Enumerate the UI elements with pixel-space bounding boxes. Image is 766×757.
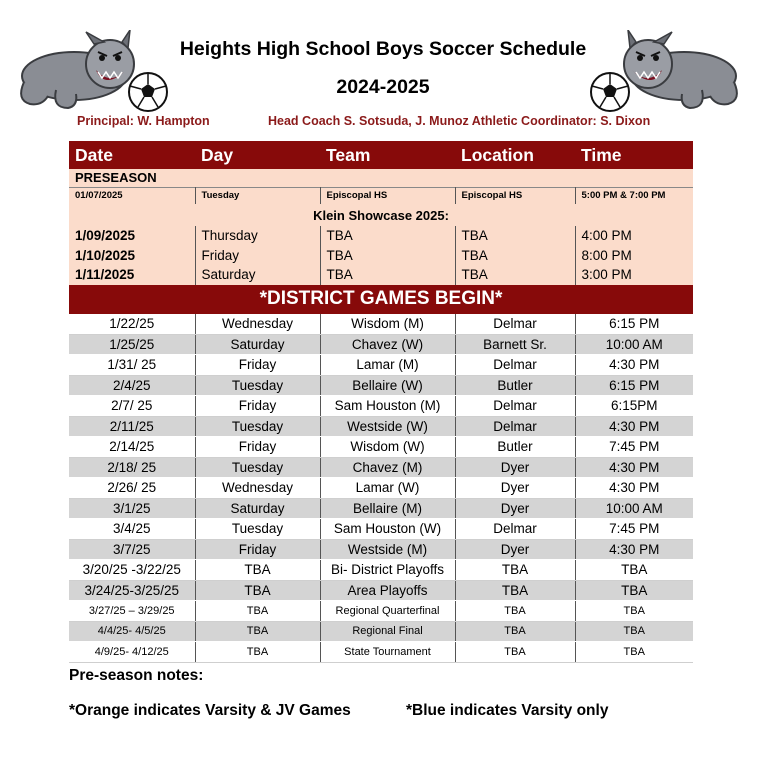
cell-team: TBA [320, 246, 455, 266]
cell-location: TBA [455, 226, 575, 246]
table-row [69, 375, 693, 396]
cell-team: Wisdom (M) [320, 314, 455, 335]
cell-team: Lamar (M) [320, 355, 455, 376]
table-row [69, 355, 693, 376]
cell-day: Tuesday [195, 519, 320, 540]
cell-date: 1/22/25 [69, 314, 195, 335]
cell-time: 10:00 AM [575, 334, 693, 355]
cell-location: Delmar [455, 355, 575, 376]
cell-time: 3:00 PM [575, 265, 693, 285]
cell-day: Saturday [195, 265, 320, 285]
cell-location: TBA [455, 246, 575, 266]
preseason-label: PRESEASON [69, 169, 693, 187]
cell-location: Episcopal HS [455, 187, 575, 204]
cell-team: Area Playoffs [320, 580, 455, 601]
table-row [69, 519, 693, 540]
cell-date: 1/11/2025 [69, 265, 195, 285]
cell-date: 2/11/25 [69, 416, 195, 437]
cell-day: TBA [195, 642, 320, 663]
showcase-row [69, 246, 693, 266]
cell-day: Tuesday [195, 416, 320, 437]
cell-time: 6:15 PM [575, 375, 693, 396]
cell-day: Friday [195, 396, 320, 417]
preseason-section-row [69, 169, 693, 187]
cell-location: Dyer [455, 457, 575, 478]
table-row [69, 314, 693, 335]
showcase-row [69, 226, 693, 246]
cell-date: 1/09/2025 [69, 226, 195, 246]
showcase-title-row [69, 204, 693, 226]
cell-team: Chavez (W) [320, 334, 455, 355]
table-row [69, 478, 693, 499]
cell-date: 1/25/25 [69, 334, 195, 355]
cell-day: Friday [195, 355, 320, 376]
cell-day: Friday [195, 539, 320, 560]
cell-location: Barnett Sr. [455, 334, 575, 355]
cell-location: TBA [455, 621, 575, 642]
cell-date: 1/10/2025 [69, 246, 195, 266]
cell-team: Regional Quarterfinal [320, 601, 455, 622]
district-banner-row [69, 285, 693, 314]
cell-date: 4/9/25- 4/12/25 [69, 642, 195, 663]
cell-time: 7:45 PM [575, 437, 693, 458]
cell-day: Tuesday [195, 187, 320, 204]
cell-location: Butler [455, 437, 575, 458]
cell-team: Bellaire (W) [320, 375, 455, 396]
cell-team: TBA [320, 265, 455, 285]
preseason-row [69, 187, 693, 204]
table-header-row [69, 141, 693, 169]
column-header-location: Location [455, 141, 575, 169]
cell-team: TBA [320, 226, 455, 246]
cell-team: Westside (M) [320, 539, 455, 560]
cell-time: 4:30 PM [575, 355, 693, 376]
cell-location: TBA [455, 642, 575, 663]
cell-day: Thursday [195, 226, 320, 246]
cell-date: 01/07/2025 [69, 187, 195, 204]
note-orange: *Orange indicates Varsity & JV Games [69, 702, 351, 719]
cell-day: Friday [195, 437, 320, 458]
cell-day: TBA [195, 601, 320, 622]
table-row [69, 560, 693, 581]
cell-time: 4:00 PM [575, 226, 693, 246]
cell-time: 5:00 PM & 7:00 PM [575, 187, 693, 204]
cell-time: 4:30 PM [575, 457, 693, 478]
table-row [69, 642, 693, 663]
note-blue: *Blue indicates Varsity only [406, 702, 609, 719]
cell-location: TBA [455, 265, 575, 285]
cell-location: Delmar [455, 396, 575, 417]
cell-time: 4:30 PM [575, 539, 693, 560]
cell-time: 10:00 AM [575, 498, 693, 519]
cell-date: 3/24/25-3/25/25 [69, 580, 195, 601]
table-row [69, 539, 693, 560]
cell-day: TBA [195, 560, 320, 581]
cell-team: State Tournament [320, 642, 455, 663]
cell-day: TBA [195, 621, 320, 642]
season-label: 2024-2025 [336, 76, 430, 98]
coaches-label: Head Coach S. Sotsuda, J. Munoz Athletic Coordinator: S. Dixon [268, 114, 651, 128]
cell-time: 8:00 PM [575, 246, 693, 266]
cell-day: TBA [195, 580, 320, 601]
cell-day: Tuesday [195, 457, 320, 478]
cell-location: Dyer [455, 498, 575, 519]
cell-date: 4/4/25- 4/5/25 [69, 621, 195, 642]
cell-team: Bellaire (M) [320, 498, 455, 519]
cell-time: 4:30 PM [575, 416, 693, 437]
cell-day: Friday [195, 246, 320, 266]
principal-label: Principal: W. Hampton [77, 114, 210, 128]
cell-date: 2/18/ 25 [69, 457, 195, 478]
page-title: Heights High School Boys Soccer Schedule [179, 38, 587, 60]
table-row [69, 396, 693, 417]
cell-team: Westside (W) [320, 416, 455, 437]
cell-time: TBA [575, 642, 693, 663]
cell-day: Saturday [195, 334, 320, 355]
table-row [69, 334, 693, 355]
cell-location: Dyer [455, 539, 575, 560]
cell-location: Delmar [455, 314, 575, 335]
cell-location: TBA [455, 560, 575, 581]
cell-team: Sam Houston (M) [320, 396, 455, 417]
cell-location: Delmar [455, 519, 575, 540]
cell-day: Wednesday [195, 478, 320, 499]
table-row [69, 457, 693, 478]
cell-date: 2/7/ 25 [69, 396, 195, 417]
schedule-table [69, 141, 693, 663]
cell-location: Dyer [455, 478, 575, 499]
cell-team: Bi- District Playoffs [320, 560, 455, 581]
table-row [69, 621, 693, 642]
table-row [69, 580, 693, 601]
cell-team: Wisdom (W) [320, 437, 455, 458]
cell-day: Wednesday [195, 314, 320, 335]
cell-time: 6:15PM [575, 396, 693, 417]
cell-date: 3/7/25 [69, 539, 195, 560]
notes-title: Pre-season notes: [69, 667, 204, 684]
table-row [69, 437, 693, 458]
cell-team: Chavez (M) [320, 457, 455, 478]
cell-day: Tuesday [195, 375, 320, 396]
cell-date: 3/27/25 – 3/29/25 [69, 601, 195, 622]
cell-time: TBA [575, 560, 693, 581]
cell-time: 6:15 PM [575, 314, 693, 335]
column-header-day: Day [195, 141, 320, 169]
showcase-row [69, 265, 693, 285]
column-header-date: Date [69, 141, 195, 169]
column-header-team: Team [320, 141, 455, 169]
cell-time: TBA [575, 621, 693, 642]
cell-time: 4:30 PM [575, 478, 693, 499]
column-header-time: Time [575, 141, 693, 169]
cell-date: 3/4/25 [69, 519, 195, 540]
cell-location: TBA [455, 601, 575, 622]
table-row [69, 601, 693, 622]
cell-date: 2/26/ 25 [69, 478, 195, 499]
table-row [69, 498, 693, 519]
cell-team: Lamar (W) [320, 478, 455, 499]
cell-team: Sam Houston (W) [320, 519, 455, 540]
cell-date: 2/14/25 [69, 437, 195, 458]
cell-team: Regional Final [320, 621, 455, 642]
cell-time: TBA [575, 580, 693, 601]
cell-day: Saturday [195, 498, 320, 519]
cell-date: 3/1/25 [69, 498, 195, 519]
showcase-title: Klein Showcase 2025: [69, 204, 693, 226]
cell-date: 2/4/25 [69, 375, 195, 396]
cell-team: Episcopal HS [320, 187, 455, 204]
table-row [69, 416, 693, 437]
cell-date: 1/31/ 25 [69, 355, 195, 376]
cell-location: TBA [455, 580, 575, 601]
cell-location: Butler [455, 375, 575, 396]
cell-time: 7:45 PM [575, 519, 693, 540]
cell-time: TBA [575, 601, 693, 622]
district-banner: *DISTRICT GAMES BEGIN* [69, 285, 693, 314]
cell-date: 3/20/25 -3/22/25 [69, 560, 195, 581]
cell-location: Delmar [455, 416, 575, 437]
